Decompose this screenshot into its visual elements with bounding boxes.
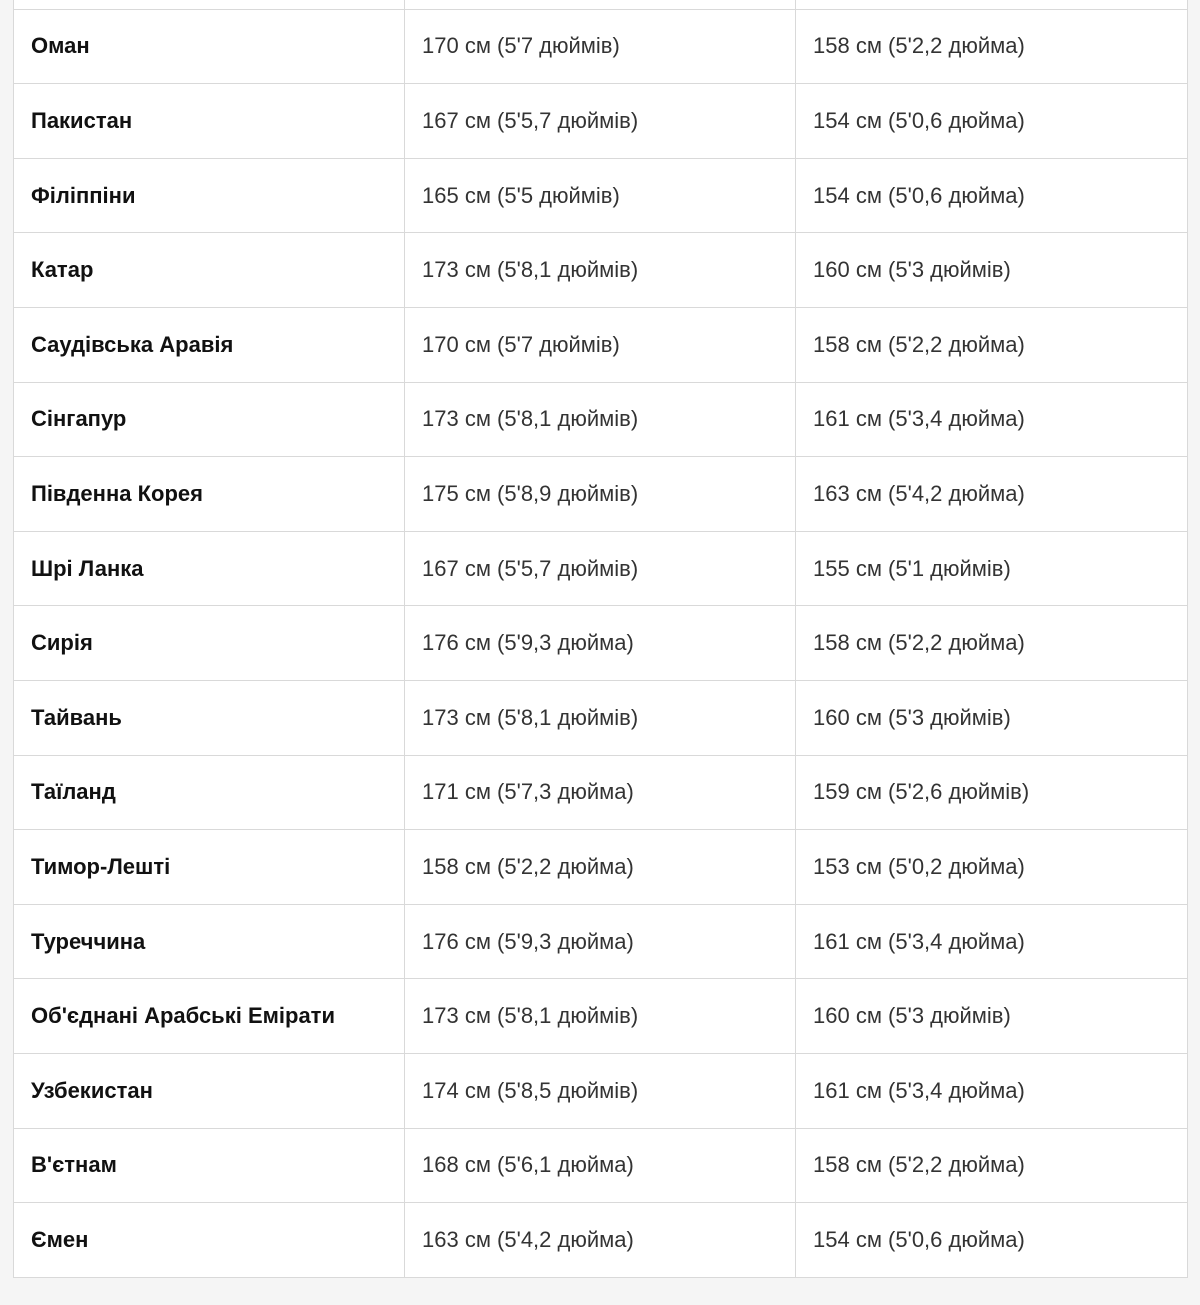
country-cell: В'єтнам bbox=[14, 1128, 405, 1203]
country-cell: Туреччина bbox=[14, 904, 405, 979]
table-row bbox=[14, 457, 1188, 532]
male-height-cell: 173 см (5'8,1 дюймів) bbox=[405, 680, 796, 755]
country-cell: Узбекистан bbox=[14, 1053, 405, 1128]
male-height-cell: 173 см (5'8,1 дюймів) bbox=[405, 382, 796, 457]
female-height-cell: 161 см (5'3,4 дюйма) bbox=[796, 1053, 1188, 1128]
table-row bbox=[14, 830, 1188, 905]
male-height-cell: 167 см (5'5,7 дюймів) bbox=[405, 531, 796, 606]
table-row bbox=[14, 84, 1188, 159]
table-row bbox=[14, 1053, 1188, 1128]
country-cell: Ємен bbox=[14, 1203, 405, 1278]
female-height-cell: 160 см (5'3 дюймів) bbox=[796, 233, 1188, 308]
female-height-cell: 160 см (5'3 дюймів) bbox=[796, 680, 1188, 755]
male-height-cell: 174 см (5'8,5 дюймів) bbox=[405, 1053, 796, 1128]
male-height-cell: 167 см (5'5,7 дюймів) bbox=[405, 84, 796, 159]
male-height-cell: 163 см (5'4,2 дюйма) bbox=[405, 1203, 796, 1278]
female-height-cell: 161 см (5'3,4 дюйма) bbox=[796, 382, 1188, 457]
male-height-cell: 158 см (5'2,2 дюйма) bbox=[405, 830, 796, 905]
country-cell: Тайвань bbox=[14, 680, 405, 755]
female-height-cell: 161 см (5'3,4 дюйма) bbox=[796, 904, 1188, 979]
male-height-cell: 170 см (5'7 дюймів) bbox=[405, 307, 796, 382]
table-row bbox=[14, 979, 1188, 1054]
table-row bbox=[14, 606, 1188, 681]
country-cell: Об'єднані Арабські Емірати bbox=[14, 979, 405, 1054]
height-table bbox=[13, 0, 1188, 1278]
female-height-cell: 158 см (5'2,2 дюйма) bbox=[796, 606, 1188, 681]
table-row bbox=[14, 1203, 1188, 1278]
table-row bbox=[14, 1128, 1188, 1203]
female-height-cell: 158 см (5'2,2 дюйма) bbox=[796, 1128, 1188, 1203]
female-height-cell: 158 см (5'2,2 дюйма) bbox=[796, 307, 1188, 382]
male-height-cell: 165 см (5'5 дюймів) bbox=[405, 158, 796, 233]
table-row bbox=[14, 9, 1188, 84]
country-cell: Оман bbox=[14, 9, 405, 84]
country-cell: Філіппіни bbox=[14, 158, 405, 233]
female-height-cell: 155 см (5'1 дюймів) bbox=[796, 531, 1188, 606]
country-cell: Сінгапур bbox=[14, 382, 405, 457]
female-height-cell: 160 см (5'3 дюймів) bbox=[796, 979, 1188, 1054]
male-height-cell: 173 см (5'8,1 дюймів) bbox=[405, 979, 796, 1054]
female-height-cell: 159 см (5'2,6 дюймів) bbox=[796, 755, 1188, 830]
table-row bbox=[14, 904, 1188, 979]
table-row bbox=[14, 680, 1188, 755]
table-row bbox=[14, 233, 1188, 308]
male-height-cell: 168 см (5'6,1 дюйма) bbox=[405, 1128, 796, 1203]
male-height-cell: 175 см (5'8,9 дюймів) bbox=[405, 457, 796, 532]
male-height-cell: 171 см (5'7,3 дюйма) bbox=[405, 755, 796, 830]
country-cell: Тимор-Лешті bbox=[14, 830, 405, 905]
female-height-cell: 154 см (5'0,6 дюйма) bbox=[796, 1203, 1188, 1278]
height-table-container bbox=[13, 0, 1187, 1278]
country-cell: Південна Корея bbox=[14, 457, 405, 532]
country-cell: Таїланд bbox=[14, 755, 405, 830]
male-height-cell: 170 см (5'7 дюймів) bbox=[405, 9, 796, 84]
country-cell: Саудівська Аравія bbox=[14, 307, 405, 382]
table-row bbox=[14, 158, 1188, 233]
country-cell: Шрі Ланка bbox=[14, 531, 405, 606]
female-height-cell: 163 см (5'4,2 дюйма) bbox=[796, 457, 1188, 532]
female-height-cell: 153 см (5'0,2 дюйма) bbox=[796, 830, 1188, 905]
country-cell: Пакистан bbox=[14, 84, 405, 159]
female-height-cell bbox=[796, 0, 1188, 9]
table-row bbox=[14, 755, 1188, 830]
male-height-cell: 176 см (5'9,3 дюйма) bbox=[405, 606, 796, 681]
table-row bbox=[14, 382, 1188, 457]
male-height-cell bbox=[405, 0, 796, 9]
male-height-cell: 173 см (5'8,1 дюймів) bbox=[405, 233, 796, 308]
male-height-cell: 176 см (5'9,3 дюйма) bbox=[405, 904, 796, 979]
country-cell: Катар bbox=[14, 233, 405, 308]
female-height-cell: 154 см (5'0,6 дюйма) bbox=[796, 158, 1188, 233]
table-row bbox=[14, 531, 1188, 606]
table-row bbox=[14, 307, 1188, 382]
female-height-cell: 154 см (5'0,6 дюйма) bbox=[796, 84, 1188, 159]
country-cell bbox=[14, 0, 405, 9]
country-cell: Сирія bbox=[14, 606, 405, 681]
female-height-cell: 158 см (5'2,2 дюйма) bbox=[796, 9, 1188, 84]
table-row bbox=[14, 0, 1188, 9]
